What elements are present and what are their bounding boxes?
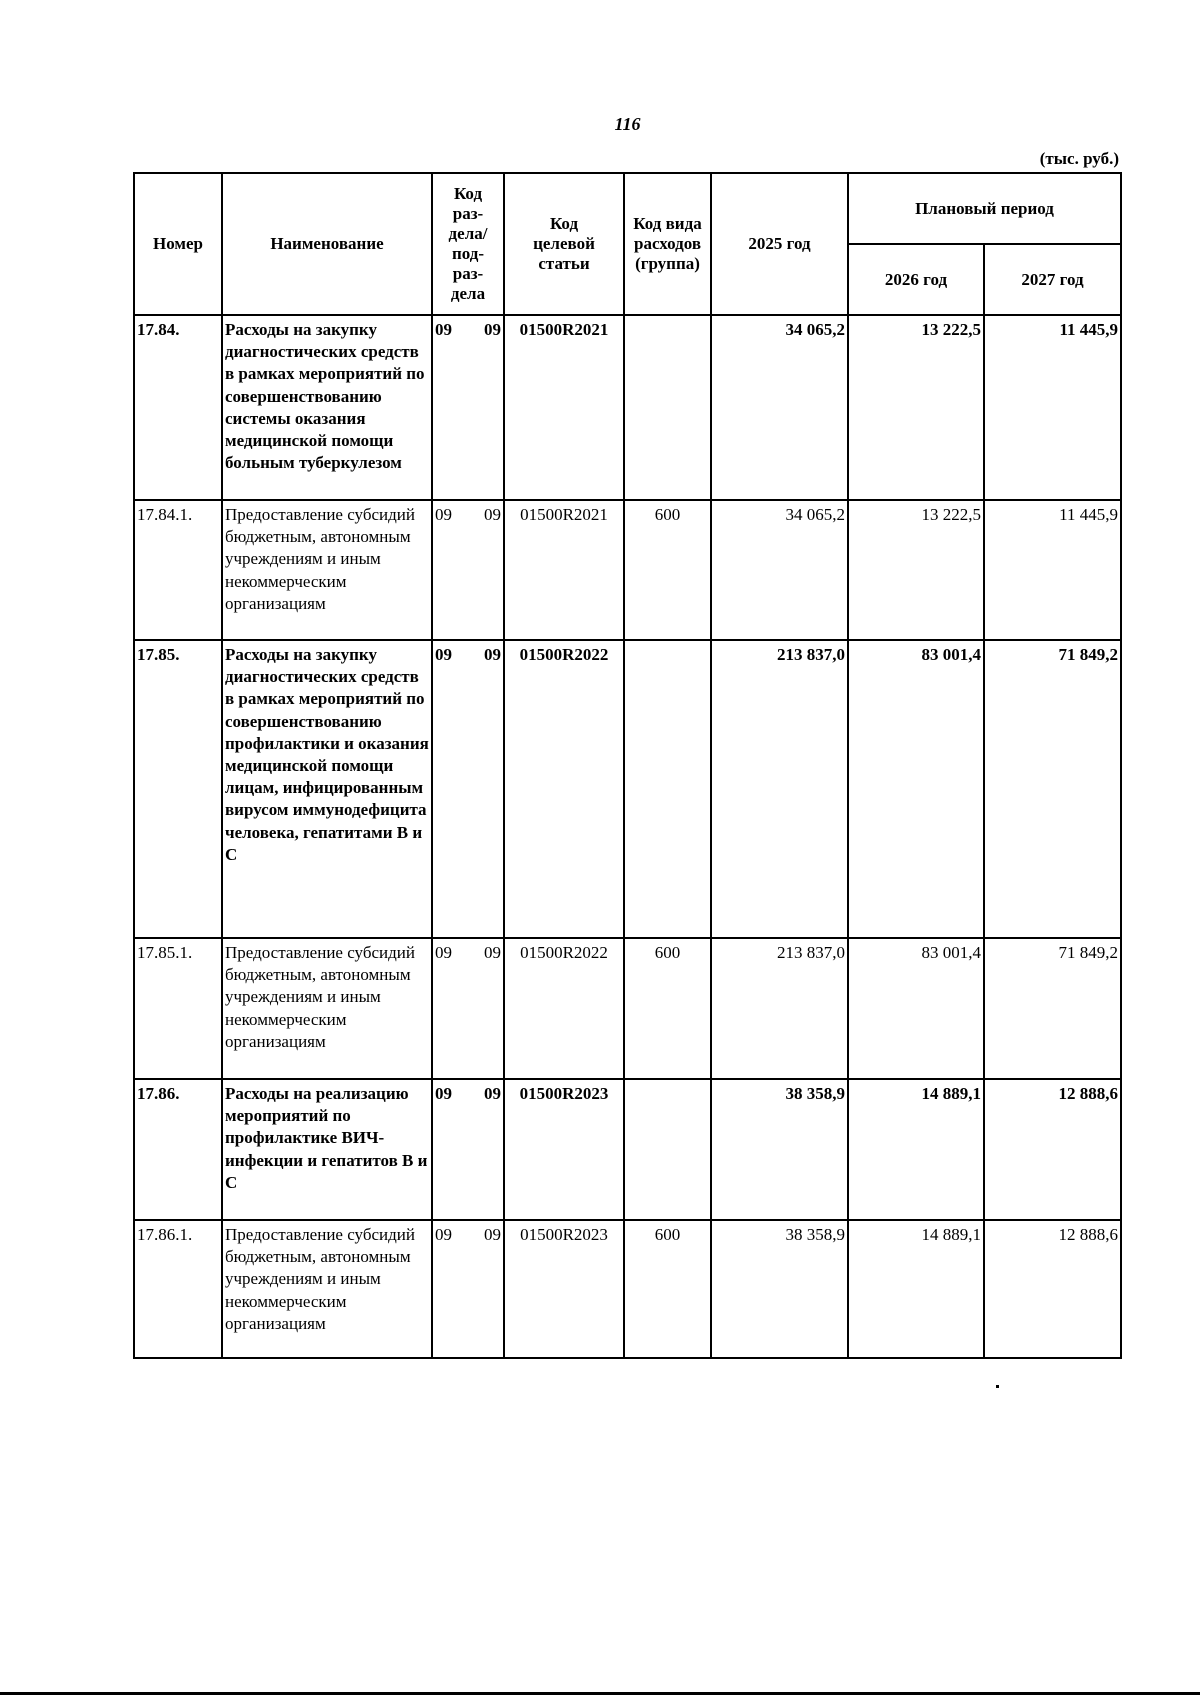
razdel-code: 09 [435,1084,452,1103]
razdel-code: 09 [435,505,452,524]
table-row [134,640,1121,938]
row-2026: 14 889,1 [848,1220,984,1358]
header-kod-vida-line: Код вида [633,214,702,233]
podrazdel-code: 09 [484,1084,501,1103]
podrazdel-code: 09 [484,943,501,962]
header-kod-razdela [432,173,504,315]
header-kod-razdela-line: дела [450,284,486,303]
units-label: (тыс. руб.) [1039,149,1119,168]
row-number: 17.84.1. [134,500,222,640]
row-kcs: 01500R2022 [504,640,624,938]
row-kcs: 01500R2022 [504,938,624,1079]
row-razdel [432,938,504,1079]
header-kod-razdela-line: Код [453,184,483,203]
scan-dot [996,1385,999,1388]
row-razdel [432,640,504,938]
row-razdel [432,500,504,640]
row-name: Предоставление субсидий бюджетным, автономным учреждениям и иным некоммерческим организациям [222,500,432,640]
header-naimenovanie: Наименование [222,173,432,315]
row-kvr: 600 [624,500,711,640]
row-2025: 34 065,2 [711,500,848,640]
header-kod-celevoy-line: статьи [538,254,590,273]
row-name: Расходы на закупку диагностических средств в рамках мероприятий по совершенствованию системы оказания медицинской помощи больным туберкулезом [222,315,432,500]
table-row [134,500,1121,640]
header-kod-celevoy-line: целевой [533,234,595,253]
row-2025: 38 358,9 [711,1079,848,1220]
row-2026: 13 222,5 [848,315,984,500]
header-kod-razdela-line: под- [451,244,485,263]
row-kcs: 01500R2021 [504,315,624,500]
table-row [134,938,1121,1079]
page-number: 116 [614,114,641,134]
razdel-code: 09 [435,1225,452,1244]
row-number: 17.84. [134,315,222,500]
header-kod-vida-rashodov [624,173,711,315]
header-kod-celevoy-line: Код [549,214,579,233]
row-number: 17.85. [134,640,222,938]
row-2026: 14 889,1 [848,1079,984,1220]
header-kod-vida-line: расходов [634,234,701,253]
row-number: 17.86.1. [134,1220,222,1358]
header-nomer: Номер [134,173,222,315]
header-kod-razdela-line: дела/ [448,224,488,243]
podrazdel-code: 09 [484,1225,501,1244]
row-2026: 13 222,5 [848,500,984,640]
header-2026: 2026 год [848,244,984,315]
row-2027: 71 849,2 [984,640,1121,938]
header-planovyi-period: Плановый период [848,173,1121,244]
podrazdel-code: 09 [484,505,501,524]
row-2027: 71 849,2 [984,938,1121,1079]
row-number: 17.85.1. [134,938,222,1079]
row-name: Предоставление субсидий бюджетным, автономным учреждениям и иным некоммерческим организациям [222,938,432,1079]
header-kod-razdela-line: раз- [452,264,484,283]
row-razdel [432,1220,504,1358]
row-kcs: 01500R2021 [504,500,624,640]
table-row [134,1220,1121,1358]
row-2025: 213 837,0 [711,938,848,1079]
table-row [134,1079,1121,1220]
razdel-code: 09 [435,943,452,962]
row-2027: 11 445,9 [984,315,1121,500]
row-kvr [624,640,711,938]
row-kvr: 600 [624,938,711,1079]
podrazdel-code: 09 [484,320,501,339]
row-2026: 83 001,4 [848,640,984,938]
row-2025: 213 837,0 [711,640,848,938]
row-name: Предоставление субсидий бюджетным, автономным учреждениям и иным некоммерческим организациям [222,1220,432,1358]
razdel-code: 09 [435,320,452,339]
table-header [134,173,1121,315]
table-row [134,315,1121,500]
row-kvr: 600 [624,1220,711,1358]
header-kod-razdela-line: раз- [452,204,484,223]
row-kvr [624,1079,711,1220]
row-2027: 12 888,6 [984,1079,1121,1220]
razdel-code: 09 [435,645,452,664]
header-2027: 2027 год [984,244,1121,315]
row-kcs: 01500R2023 [504,1220,624,1358]
row-number: 17.86. [134,1079,222,1220]
row-razdel [432,1079,504,1220]
header-2025: 2025 год [711,173,848,315]
row-2025: 34 065,2 [711,315,848,500]
row-2027: 12 888,6 [984,1220,1121,1358]
row-kvr [624,315,711,500]
row-2026: 83 001,4 [848,938,984,1079]
budget-table [133,172,1122,1359]
header-kod-vida-line: (группа) [635,254,700,273]
row-2025: 38 358,9 [711,1220,848,1358]
podrazdel-code: 09 [484,645,501,664]
row-razdel [432,315,504,500]
header-kod-celevoy-stati [504,173,624,315]
row-name: Расходы на реализацию мероприятий по профилактике ВИЧ-инфекции и гепатитов В и С [222,1079,432,1220]
row-kcs: 01500R2023 [504,1079,624,1220]
row-2027: 11 445,9 [984,500,1121,640]
row-name: Расходы на закупку диагностических средств в рамках мероприятий по совершенствованию профилактики и оказания медицинской помощи лицам, инфицированным вирусом иммунодефицита человека, гепатитами В и С [222,640,432,938]
